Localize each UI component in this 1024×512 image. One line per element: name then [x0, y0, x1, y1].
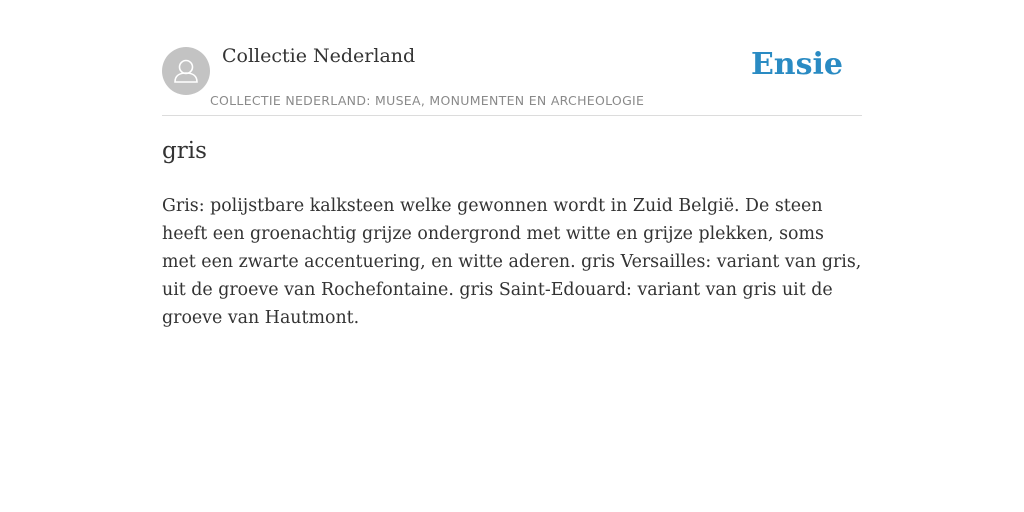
author-name[interactable]: Collectie Nederland [222, 45, 416, 67]
entry-header [162, 0, 862, 116]
page-content [162, 0, 862, 328]
avatar[interactable] [162, 47, 210, 95]
entry-title: gris [162, 138, 207, 164]
entry-definition: Gris: polijstbare kalksteen welke gewonnen wordt in Zuid België. De steen heeft een groenachtig grijze ondergrond met witte en grijze plekken, soms met een zwarte accentuering, en witte aderen. gris Versailles: variant van gris, uit de groeve van Rochefontaine. gris Saint-Edouard: variant van gris uit de groeve van Hautmont. [162, 196, 862, 328]
user-silhouette-icon [162, 47, 210, 95]
source-label[interactable]: COLLECTIE NEDERLAND: MUSEA, MONUMENTEN EN ARCHEOLOGIE [210, 93, 645, 108]
ensie-logo[interactable]: Ensie [750, 47, 843, 82]
